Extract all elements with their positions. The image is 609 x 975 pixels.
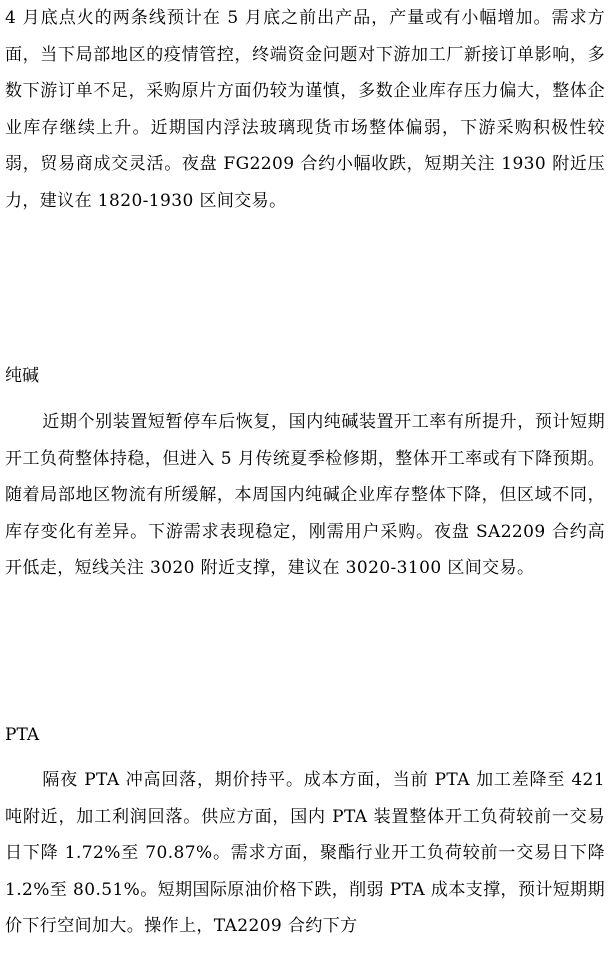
section-heading-soda-ash: 纯碱 xyxy=(5,366,39,386)
section-heading-pta: PTA xyxy=(5,725,40,745)
paragraph-pta: 隔夜 PTA 冲高回落，期价持平。成本方面，当前 PTA 加工差降至 421 吨附近，加工利润回落。供应方面，国内 PTA 装置整体开工负荷较前一交易日下降 1.72%至 70.87%。需求方面，聚酯行业开工负荷较前一交易日下降 1.2%至 80.51%。短期国际原油价格下跌，削弱 PTA 成本支撑，预计短期期价下行空间加大。操作上，TA2209 合约下方 xyxy=(5,770,605,937)
paragraph-glass-outlook: 4 月底点火的两条线预计在 5 月底之前出产品，产量或有小幅增加。需求方面，当下局部地区的疫情管控，终端资金问题对下游加工厂新接订单影响，多数下游订单不足，采购原片方面仍较为谨慎，多数企业库存压力偏大，整体企业库存继续上升。近期国内浮法玻璃现货市场整体偏弱，下游采购积极性较弱，贸易商成交灵活。夜盘 FG2209 合约小幅收跌，短期关注 1930 附近压力，建议在 1820-1930 区间交易。 xyxy=(5,8,605,211)
paragraph-soda-ash: 近期个别装置短暂停车后恢复，国内纯碱装置开工率有所提升，预计短期开工负荷整体持稳，但进入 5 月传统夏季检修期，整体开工率或有下降预期。随着局部地区物流有所缓解，本周国内纯碱企业库存整体下降，但区域不同，库存变化有差异。下游需求表现稳定，刚需用户采购。夜盘 SA2209 合约高开低走，短线关注 3020 附近支撑，建议在 3020-3100 区间交易。 xyxy=(5,412,605,579)
